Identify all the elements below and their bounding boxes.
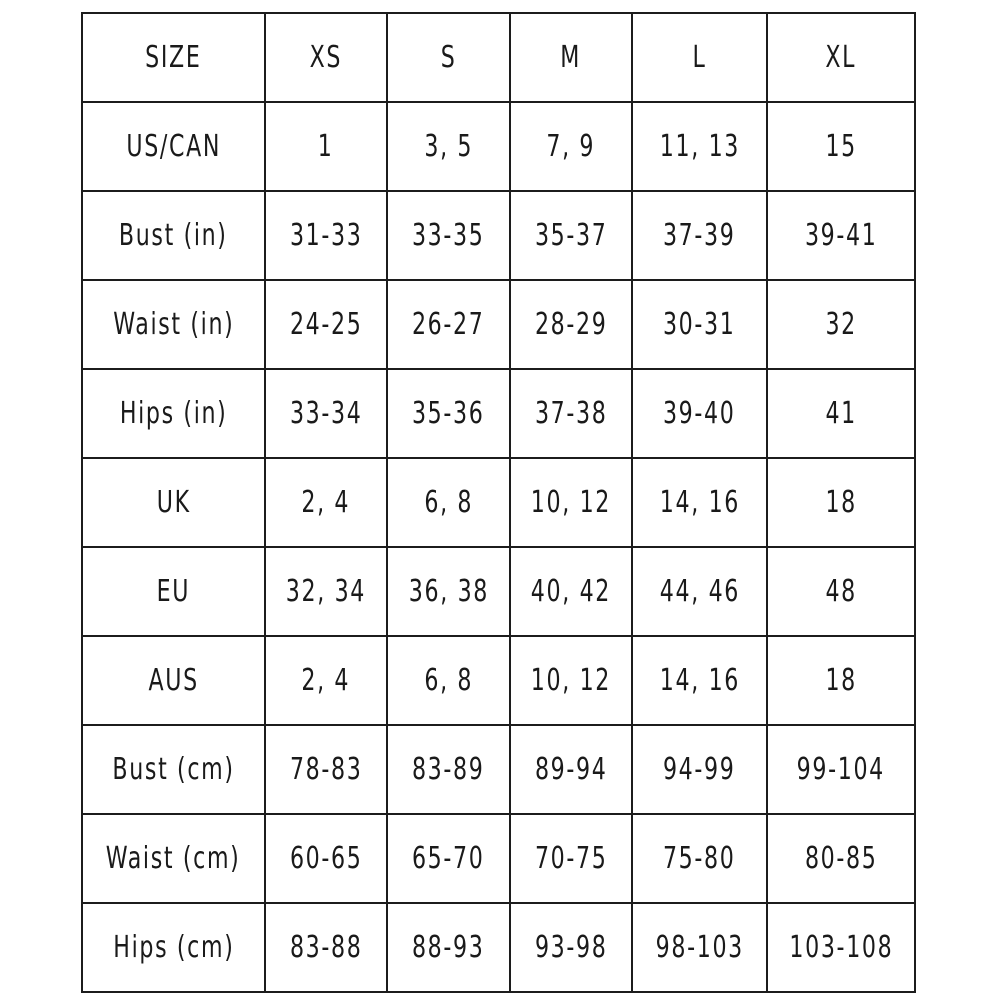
table-cell: 10, 12 bbox=[510, 636, 632, 725]
table-row bbox=[82, 636, 915, 725]
table-row bbox=[82, 458, 915, 547]
table-row bbox=[82, 191, 915, 280]
table-cell: 35-37 bbox=[510, 191, 632, 280]
row-label: Hips (cm) bbox=[82, 903, 265, 992]
row-label: EU bbox=[82, 547, 265, 636]
table-cell: 83-89 bbox=[387, 725, 510, 814]
table-cell: 80-85 bbox=[767, 814, 915, 903]
header-cell: XL bbox=[767, 13, 915, 102]
table-cell: 40, 42 bbox=[510, 547, 632, 636]
table-cell: 60-65 bbox=[265, 814, 387, 903]
table-cell: 18 bbox=[767, 458, 915, 547]
table-cell: 35-36 bbox=[387, 369, 510, 458]
row-label: Bust (in) bbox=[82, 191, 265, 280]
table-cell: 83-88 bbox=[265, 903, 387, 992]
table-cell: 37-39 bbox=[632, 191, 767, 280]
table-row bbox=[82, 547, 915, 636]
table-row bbox=[82, 102, 915, 191]
table-row bbox=[82, 903, 915, 992]
table-cell: 41 bbox=[767, 369, 915, 458]
table-cell: 24-25 bbox=[265, 280, 387, 369]
header-cell: S bbox=[387, 13, 510, 102]
table-cell: 78-83 bbox=[265, 725, 387, 814]
row-label: Waist (in) bbox=[82, 280, 265, 369]
table-cell: 103-108 bbox=[767, 903, 915, 992]
table-cell: 88-93 bbox=[387, 903, 510, 992]
table-cell: 94-99 bbox=[632, 725, 767, 814]
table-row bbox=[82, 814, 915, 903]
table-cell: 1 bbox=[265, 102, 387, 191]
table-cell: 3, 5 bbox=[387, 102, 510, 191]
size-chart-table bbox=[81, 12, 916, 993]
row-label: Waist (cm) bbox=[82, 814, 265, 903]
row-label: US/CAN bbox=[82, 102, 265, 191]
header-cell: XS bbox=[265, 13, 387, 102]
table-cell: 33-34 bbox=[265, 369, 387, 458]
table-cell: 31-33 bbox=[265, 191, 387, 280]
header-cell: L bbox=[632, 13, 767, 102]
table-cell: 2, 4 bbox=[265, 458, 387, 547]
table-cell: 99-104 bbox=[767, 725, 915, 814]
header-cell: SIZE bbox=[82, 13, 265, 102]
table-cell: 32, 34 bbox=[265, 547, 387, 636]
table-cell: 98-103 bbox=[632, 903, 767, 992]
row-label: AUS bbox=[82, 636, 265, 725]
table-cell: 37-38 bbox=[510, 369, 632, 458]
table-row bbox=[82, 725, 915, 814]
table-cell: 93-98 bbox=[510, 903, 632, 992]
table-cell: 7, 9 bbox=[510, 102, 632, 191]
table-cell: 39-40 bbox=[632, 369, 767, 458]
table-cell: 30-31 bbox=[632, 280, 767, 369]
row-label: Bust (cm) bbox=[82, 725, 265, 814]
table-cell: 36, 38 bbox=[387, 547, 510, 636]
table-header-row bbox=[82, 13, 915, 102]
row-label: Hips (in) bbox=[82, 369, 265, 458]
table-cell: 70-75 bbox=[510, 814, 632, 903]
header-cell: M bbox=[510, 13, 632, 102]
table-cell: 2, 4 bbox=[265, 636, 387, 725]
table-cell: 89-94 bbox=[510, 725, 632, 814]
table-cell: 44, 46 bbox=[632, 547, 767, 636]
table-cell: 15 bbox=[767, 102, 915, 191]
table-cell: 33-35 bbox=[387, 191, 510, 280]
table-cell: 10, 12 bbox=[510, 458, 632, 547]
table-row bbox=[82, 369, 915, 458]
table-cell: 28-29 bbox=[510, 280, 632, 369]
table-cell: 14, 16 bbox=[632, 636, 767, 725]
table-cell: 11, 13 bbox=[632, 102, 767, 191]
row-label: UK bbox=[82, 458, 265, 547]
table-cell: 26-27 bbox=[387, 280, 510, 369]
table-row bbox=[82, 280, 915, 369]
table-cell: 6, 8 bbox=[387, 636, 510, 725]
table-cell: 14, 16 bbox=[632, 458, 767, 547]
table-cell: 32 bbox=[767, 280, 915, 369]
table-cell: 65-70 bbox=[387, 814, 510, 903]
table-cell: 48 bbox=[767, 547, 915, 636]
table-cell: 75-80 bbox=[632, 814, 767, 903]
table-cell: 18 bbox=[767, 636, 915, 725]
table-cell: 6, 8 bbox=[387, 458, 510, 547]
table-cell: 39-41 bbox=[767, 191, 915, 280]
